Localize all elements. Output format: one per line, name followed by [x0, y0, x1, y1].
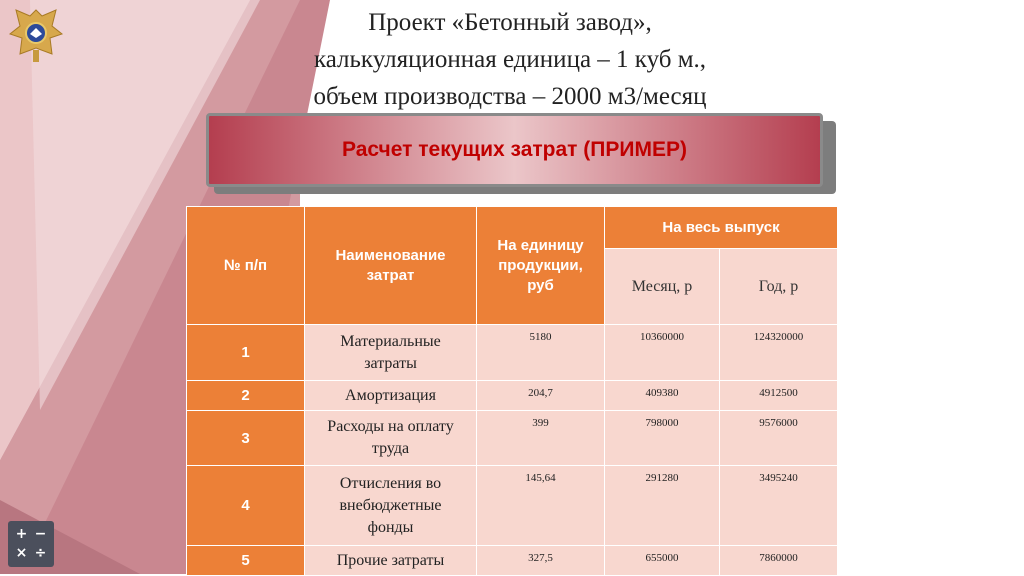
header-total: На весь выпуск [605, 207, 838, 249]
plus-icon: + [15, 526, 28, 542]
section-banner [206, 113, 823, 187]
banner-text: Расчет текущих затрат (ПРИМЕР) [342, 138, 687, 161]
row-month: 10360000 [605, 325, 720, 381]
row-number: 2 [187, 381, 305, 411]
table-row [187, 381, 838, 411]
row-number: 5 [187, 546, 305, 576]
row-month: 655000 [605, 546, 720, 576]
emblem-icon [6, 4, 66, 66]
table-row [187, 546, 838, 576]
header-num: № п/п [187, 207, 305, 325]
row-number: 3 [187, 411, 305, 466]
row-month: 291280 [605, 466, 720, 546]
cost-table [186, 206, 838, 576]
header-per-unit: На единицу продукции, руб [477, 207, 605, 325]
row-year: 3495240 [720, 466, 838, 546]
row-year: 9576000 [720, 411, 838, 466]
row-name: Отчисления во внебюджетные фонды [305, 466, 477, 546]
row-per-unit: 5180 [477, 325, 605, 381]
row-number: 4 [187, 466, 305, 546]
title-line: Проект «Бетонный завод», [368, 9, 652, 36]
table-header-row [187, 207, 838, 249]
title-line: объем производства – 2000 м3/месяц [313, 83, 707, 110]
row-name: Прочие затраты [305, 546, 477, 576]
row-per-unit: 204,7 [477, 381, 605, 411]
header-month: Месяц, р [605, 249, 720, 325]
row-per-unit: 399 [477, 411, 605, 466]
row-year: 124320000 [720, 325, 838, 381]
row-name: Материальные затраты [305, 325, 477, 381]
table-row [187, 325, 838, 381]
divide-icon: ÷ [34, 545, 47, 561]
minus-icon: − [34, 526, 47, 542]
row-year: 7860000 [720, 546, 838, 576]
table-row [187, 411, 838, 466]
table-row [187, 466, 838, 546]
row-name: Расходы на оплату труда [305, 411, 477, 466]
header-year: Год, р [720, 249, 838, 325]
calculator-icon [8, 521, 54, 567]
multiply-icon: × [15, 545, 28, 561]
row-number: 1 [187, 325, 305, 381]
page-title [250, 4, 770, 115]
header-name: Наименование затрат [305, 207, 477, 325]
row-month: 409380 [605, 381, 720, 411]
row-month: 798000 [605, 411, 720, 466]
row-name: Амортизация [305, 381, 477, 411]
title-line: калькуляционная единица – 1 куб м., [313, 46, 707, 73]
row-per-unit: 327,5 [477, 546, 605, 576]
row-per-unit: 145,64 [477, 466, 605, 546]
row-year: 4912500 [720, 381, 838, 411]
